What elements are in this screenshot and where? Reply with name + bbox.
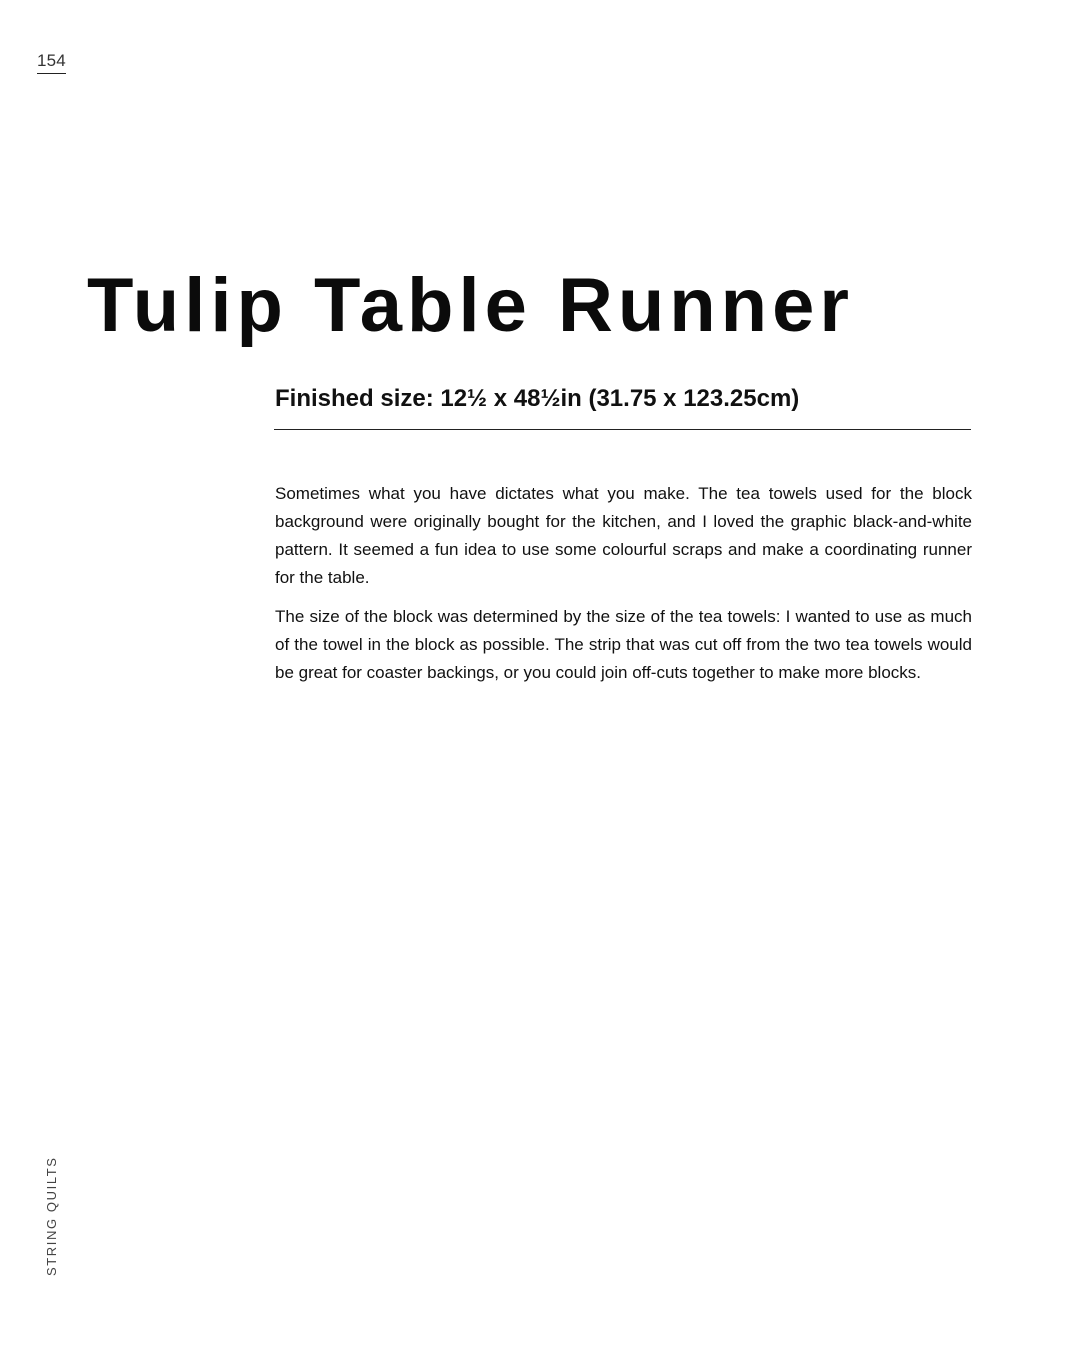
page-title: Tulip Table Runner (87, 263, 854, 348)
section-divider (274, 429, 971, 430)
body-text (275, 480, 972, 698)
running-footer: STRING QUILTS (44, 1156, 59, 1276)
body-paragraph-1: Sometimes what you have dictates what you make. The tea towels used for the block background were originally bought for the kitchen, and I loved the graphic black-and-white pattern. It seemed a fun idea to use some colourful scraps and make a coordinating runner for the table. (275, 484, 972, 587)
page-number: 154 (37, 51, 66, 74)
finished-size-subtitle: Finished size: 12½ x 48½in (31.75 x 123.25cm) (275, 385, 800, 412)
body-paragraph-2: The size of the block was determined by the size of the tea towels: I wanted to use as much of the towel in the block as possible. The strip that was cut off from the two tea towels would be great for coaster backings, or you could join off-cuts together to make more blocks. (275, 607, 972, 682)
